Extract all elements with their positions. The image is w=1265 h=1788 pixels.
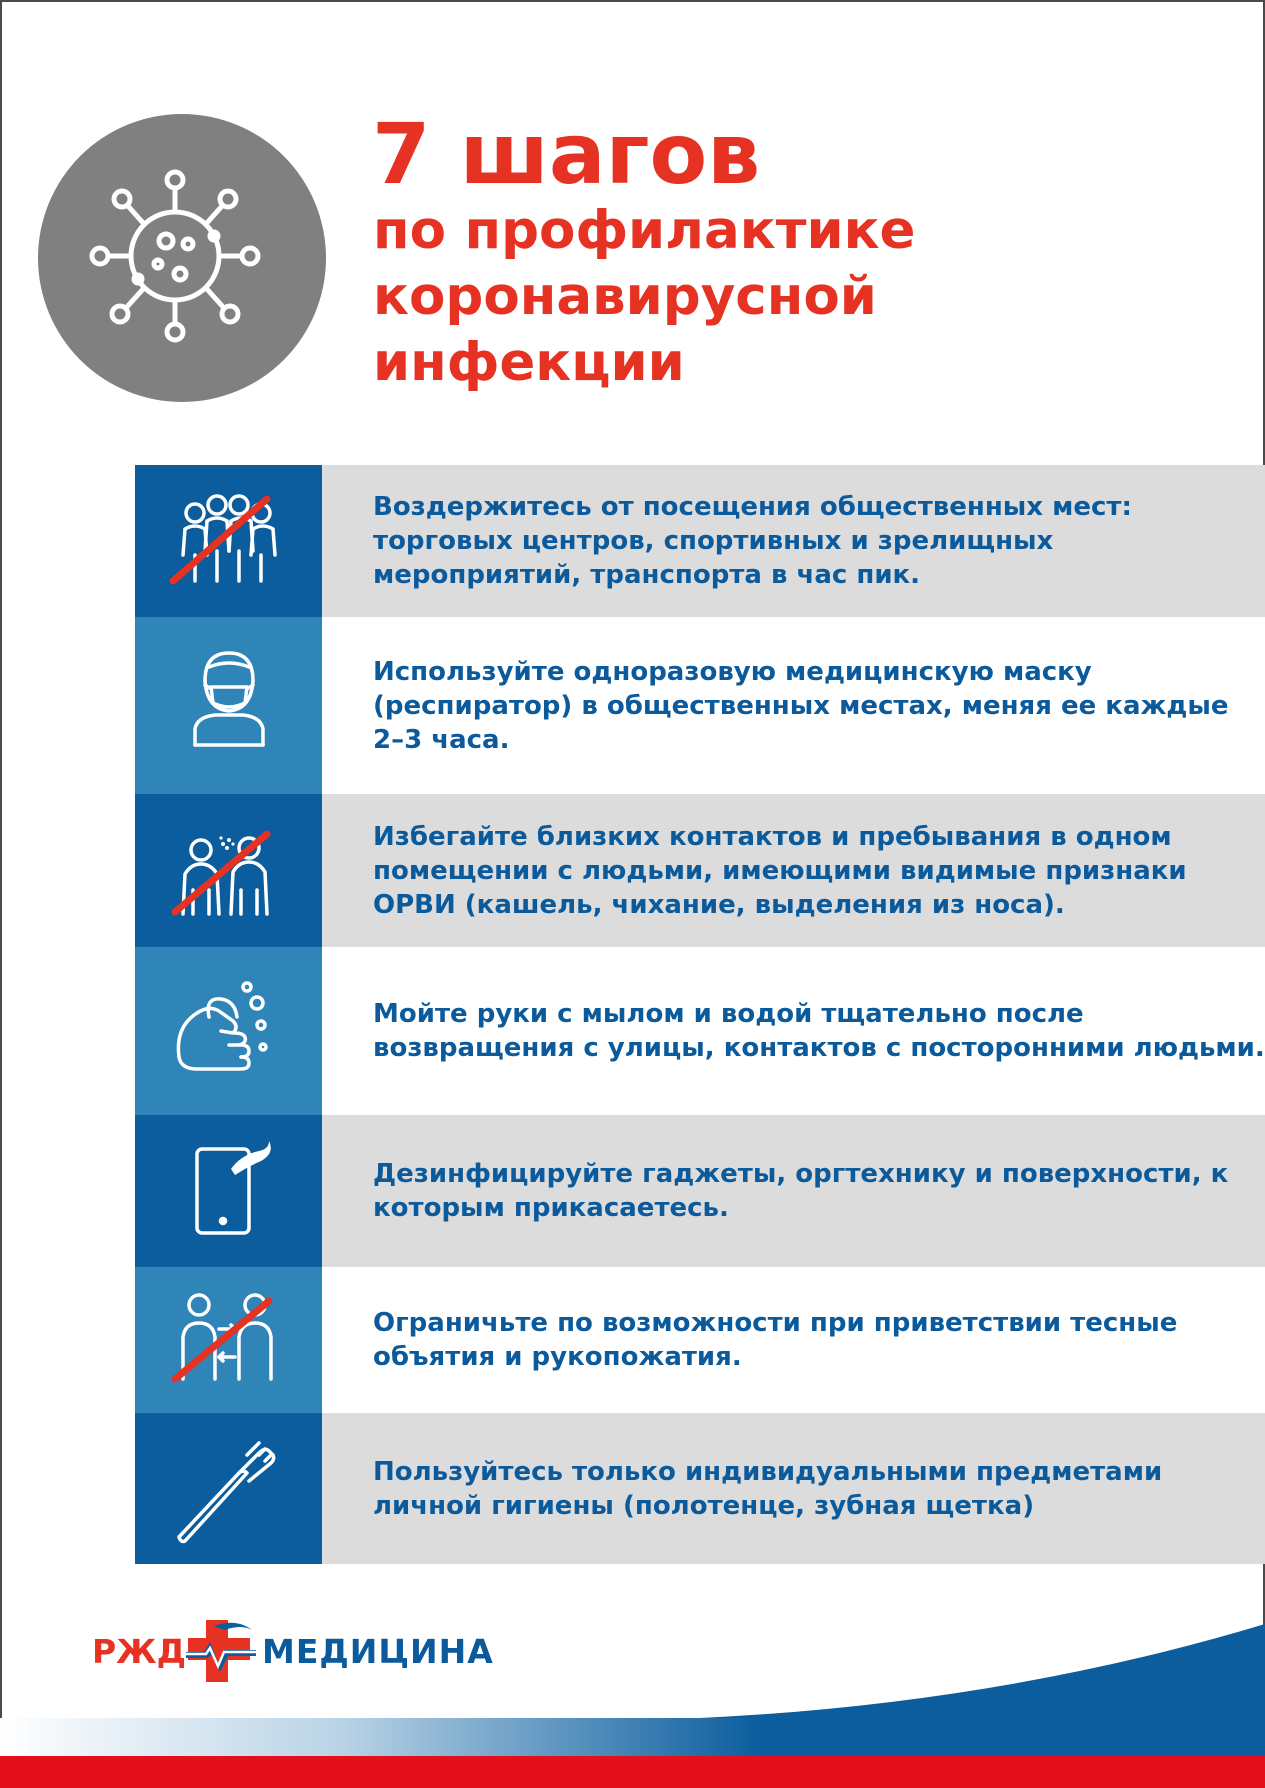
step-5-text: Дезинфицируйте гаджеты, оргтехнику и поверхности, к которым прикасаетесь. — [373, 1159, 1229, 1223]
subtitle-line: по профилактике — [373, 200, 916, 261]
step-1-text: Воздержитесь от посещения общественных мест: торговых центров, спортивных и зрелищных мероприятий, транспорта в час пик. — [373, 492, 1132, 590]
no-handshake-icon — [135, 1267, 322, 1413]
step-4 — [135, 947, 1265, 1115]
step-6-text: Ограничьте по возможности при приветствии тесные объятия и рукопожатия. — [373, 1308, 1178, 1372]
step-2 — [135, 617, 1265, 794]
step-5-text-cell — [322, 1115, 1265, 1267]
logo-text-left: РЖД — [92, 1632, 186, 1671]
subtitle-line: инфекции — [373, 332, 685, 393]
step-1 — [135, 465, 1265, 617]
medical-cross-logo-icon — [184, 1616, 258, 1688]
page-title: 7 шагов — [372, 105, 761, 203]
logo-text-right: МЕДИЦИНА — [262, 1632, 494, 1671]
step-3-text-cell — [322, 794, 1265, 947]
step-7-icon-cell — [135, 1413, 322, 1564]
step-5 — [135, 1115, 1265, 1267]
page-subtitle — [373, 198, 916, 396]
step-4-text: Мойте руки с мылом и водой тщательно после возвращения с улицы, контактов с посторонними людьми. — [373, 999, 1265, 1063]
face-mask-icon — [135, 617, 322, 794]
step-5-icon-cell — [135, 1115, 322, 1267]
step-6-icon-cell — [135, 1267, 322, 1413]
step-3-icon-cell — [135, 794, 322, 947]
step-2-text-cell — [322, 617, 1265, 794]
virus-icon — [38, 114, 326, 402]
subtitle-line: коронавирусной — [373, 266, 877, 327]
step-3 — [135, 794, 1265, 947]
no-crowd-icon — [135, 465, 322, 617]
step-4-text-cell — [322, 947, 1265, 1115]
step-6 — [135, 1267, 1265, 1413]
step-4-icon-cell — [135, 947, 322, 1115]
virus-icon-circle — [38, 114, 326, 402]
step-2-text: Используйте одноразовую медицинскую маску (респиратор) в общественных местах, меняя ее каждые 2–3 часа. — [373, 656, 1229, 755]
step-7-text: Пользуйтесь только индивидуальными предметами личной гигиены (полотенце, зубная щетка) — [373, 1456, 1163, 1521]
steps-list — [135, 465, 1265, 1564]
step-1-icon-cell — [135, 465, 322, 617]
step-7-text-cell — [322, 1413, 1265, 1564]
toothbrush-icon — [135, 1413, 322, 1564]
step-3-text: Избегайте близких контактов и пребывания в одном помещении с людьми, имеющими видимые признаки ОРВИ (кашель, чихание, выделения из носа). — [373, 821, 1187, 920]
hand-wash-icon — [135, 947, 322, 1115]
no-sick-contact-icon — [135, 794, 322, 947]
step-2-icon-cell — [135, 617, 322, 794]
step-6-text-cell — [322, 1267, 1265, 1413]
disinfect-gadget-icon — [135, 1115, 322, 1267]
step-7 — [135, 1413, 1265, 1564]
step-1-text-cell — [322, 465, 1265, 617]
